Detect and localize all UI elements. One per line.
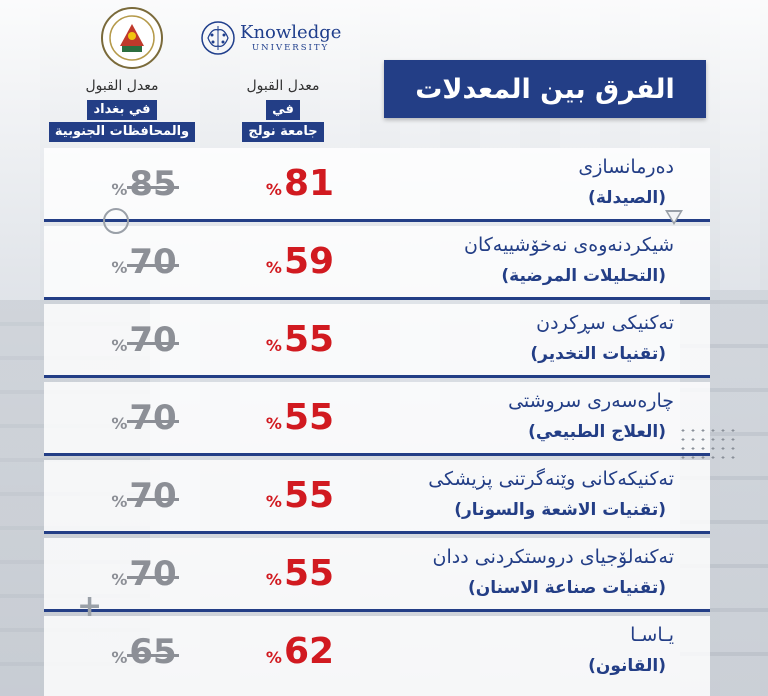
percent-sign: %	[111, 180, 128, 199]
column-pill: في بغداد	[87, 100, 156, 120]
rate-value: 70	[129, 242, 177, 282]
column-header-baghdad	[42, 78, 202, 142]
rate-baghdad	[84, 476, 204, 522]
program-kurdish: دەرمانسازی	[578, 156, 674, 178]
percent-sign: %	[111, 570, 128, 589]
rate-value: 55	[283, 553, 335, 594]
percent-sign: %	[111, 492, 128, 511]
rate-value: 70	[129, 554, 177, 594]
program-arabic: (تقنيات صناعة الاسنان)	[467, 578, 666, 598]
column-pill: والمحافظات الجنوبية	[49, 122, 195, 142]
program-kurdish: تەکنیکەکانی وێنەگرتنی پزیشکی	[428, 468, 674, 490]
program-arabic: (تقنيات التخدير)	[530, 344, 666, 364]
column-pill: جامعة نولج	[242, 122, 323, 142]
rate-knowledge	[240, 476, 360, 522]
decor-plus-icon: +	[77, 589, 103, 624]
rate-value: 70	[129, 398, 177, 438]
page-title: الفرق بين المعدلات	[384, 60, 706, 118]
percent-sign: %	[111, 336, 128, 355]
percent-sign: %	[265, 258, 282, 277]
table-row	[44, 148, 710, 222]
program-arabic: (الصيدلة)	[588, 188, 666, 208]
table-row	[44, 460, 710, 534]
rate-baghdad	[84, 632, 204, 678]
decor-circle-icon	[103, 208, 129, 234]
decor-triangle-icon	[665, 210, 683, 225]
percent-sign: %	[265, 570, 282, 589]
program-arabic: (التحليلات المرضية)	[501, 266, 666, 286]
column-label: معدل القبول	[246, 78, 320, 94]
knowledge-university-logo	[200, 20, 360, 60]
ku-sub: UNIVERSITY	[252, 43, 330, 53]
column-pill: في	[266, 100, 300, 120]
rate-baghdad	[84, 398, 204, 444]
rate-value: 70	[129, 320, 177, 360]
rate-knowledge	[240, 554, 360, 600]
program-arabic: (القانون)	[588, 656, 666, 676]
table-row	[44, 226, 710, 300]
program-kurdish: تەکنەلۆجیای دروستکردنی ددان	[432, 546, 674, 568]
percent-sign: %	[265, 414, 282, 433]
percent-sign: %	[111, 414, 128, 433]
percent-sign: %	[111, 258, 128, 277]
rate-value: 62	[283, 631, 335, 672]
program-arabic: (العلاج الطبيعي)	[528, 422, 666, 442]
program-arabic: (تقنيات الاشعة والسونار)	[454, 500, 666, 520]
rate-value: 70	[129, 476, 177, 516]
percent-sign: %	[265, 336, 282, 355]
column-label: معدل القبول	[85, 78, 159, 94]
rate-baghdad	[84, 320, 204, 366]
brain-icon	[200, 20, 236, 56]
rate-value: 65	[129, 632, 177, 672]
rate-value: 59	[283, 241, 335, 282]
table-row	[44, 304, 710, 378]
rate-value: 85	[129, 164, 177, 204]
rate-knowledge	[240, 398, 360, 444]
rate-knowledge	[240, 320, 360, 366]
rate-knowledge	[240, 242, 360, 288]
rate-knowledge	[240, 632, 360, 678]
program-kurdish: یـاسـا	[630, 624, 674, 646]
table-row	[44, 538, 710, 612]
rate-value: 81	[283, 163, 335, 204]
rate-baghdad	[84, 242, 204, 288]
program-kurdish: چارەسەری سروشتی	[508, 390, 674, 412]
rate-value: 55	[283, 475, 335, 516]
program-kurdish: شیکردنەوەی نەخۆشییەکان	[463, 234, 674, 256]
table-row	[44, 616, 710, 696]
rate-value: 55	[283, 397, 335, 438]
rate-knowledge	[240, 164, 360, 210]
ministry-seal-icon	[100, 6, 164, 70]
percent-sign: %	[265, 648, 282, 667]
percent-sign: %	[265, 180, 282, 199]
ku-name: Knowledge	[240, 22, 342, 43]
percent-sign: %	[265, 492, 282, 511]
rates-table	[44, 148, 710, 696]
rate-baghdad	[84, 164, 204, 210]
program-kurdish: تەکنیکی سڕکردن	[536, 312, 674, 334]
table-row	[44, 382, 710, 456]
column-header-knowledge	[228, 78, 338, 142]
rate-value: 55	[283, 319, 335, 360]
decor-dots-icon	[678, 426, 738, 462]
percent-sign: %	[111, 648, 128, 667]
